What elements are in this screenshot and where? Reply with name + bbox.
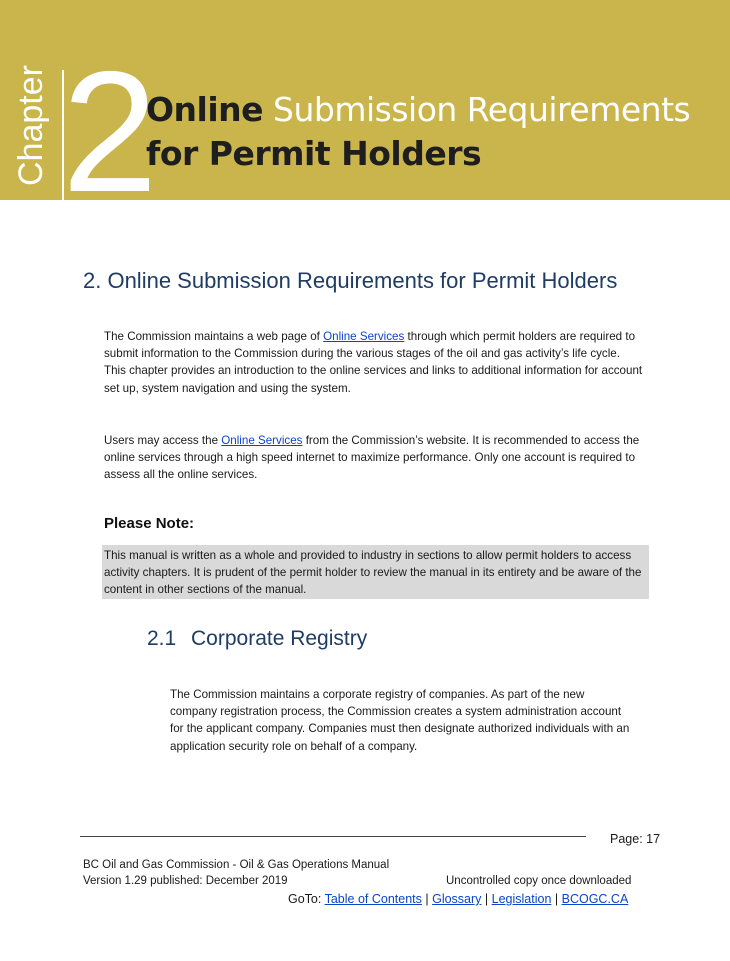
glossary-link[interactable]: Glossary [432,892,482,906]
section-heading: 2. Online Submission Requirements for Permit Holders [83,268,618,293]
toc-link[interactable]: Table of Contents [324,892,422,906]
subsection-title: Corporate Registry [191,627,368,650]
footer-separator: | [421,892,433,906]
chapter-number: 2 [62,36,152,228]
online-services-link[interactable]: Online Services [323,330,405,343]
access-paragraph [104,432,644,484]
note-text: This manual is written as a whole and provided to industry in sections to allow permit holders to access activity chapters. It is prudent of the permit holder to review the manual in its entirety and be aware of the content in other sections of the manual. [104,549,642,597]
intro-text-end: through which permit holders are required to submit information to the Commission during the various stages of the oil and gas activity’s life cycle. This chapter provides an introduction to the online services and links to additional information for account set up, system navigation and using the system. [104,330,643,395]
footer-version: Version 1.29 published: December 2019 [83,875,288,887]
goto-label: GoTo: [288,892,325,906]
subsection-heading [147,627,367,651]
footer-rule [80,836,586,837]
page-number: Page: 17 [610,832,661,846]
bcogc-link[interactable]: BCOGC.CA [561,892,629,906]
chapter-label: Chapter [12,65,50,186]
footer-separator: | [551,892,562,906]
access-text-end: from the Commission’s website. It is recommended to access the online services through a high speed internet to maximize performance. Only one account is required to assess all the online services. [104,434,640,482]
chapter-banner [0,0,730,228]
intro-text-start: The Commission maintains a web page of [104,330,324,343]
online-services-link-2[interactable]: Online Services [221,434,303,447]
intro-paragraph [104,328,644,397]
footer-separator: | [481,892,492,906]
footer-org: BC Oil and Gas Commission - Oil & Gas Operations Manual [83,859,390,871]
footer-goto [288,892,628,906]
chapter-title-rest: Submission Requirements [263,90,691,129]
subsection-number: 2.1 [147,627,177,650]
chapter-title-emphasis: Online [146,90,264,129]
note-box [102,545,649,599]
note-heading: Please Note: [104,515,195,532]
chapter-title-line2: for Permit Holders [146,134,482,173]
legislation-link[interactable]: Legislation [491,892,552,906]
footer-uncontrolled: Uncontrolled copy once downloaded [446,875,632,887]
chapter-title [146,88,690,176]
corporate-registry-paragraph: The Commission maintains a corporate registry of companies. As part of the new company registration process, the Commission creates a system administration account for the applicant company. Companies must then designate authorized individuals with an application security role on behalf of a company. [170,688,630,753]
access-text-start: Users may access the [104,434,222,447]
